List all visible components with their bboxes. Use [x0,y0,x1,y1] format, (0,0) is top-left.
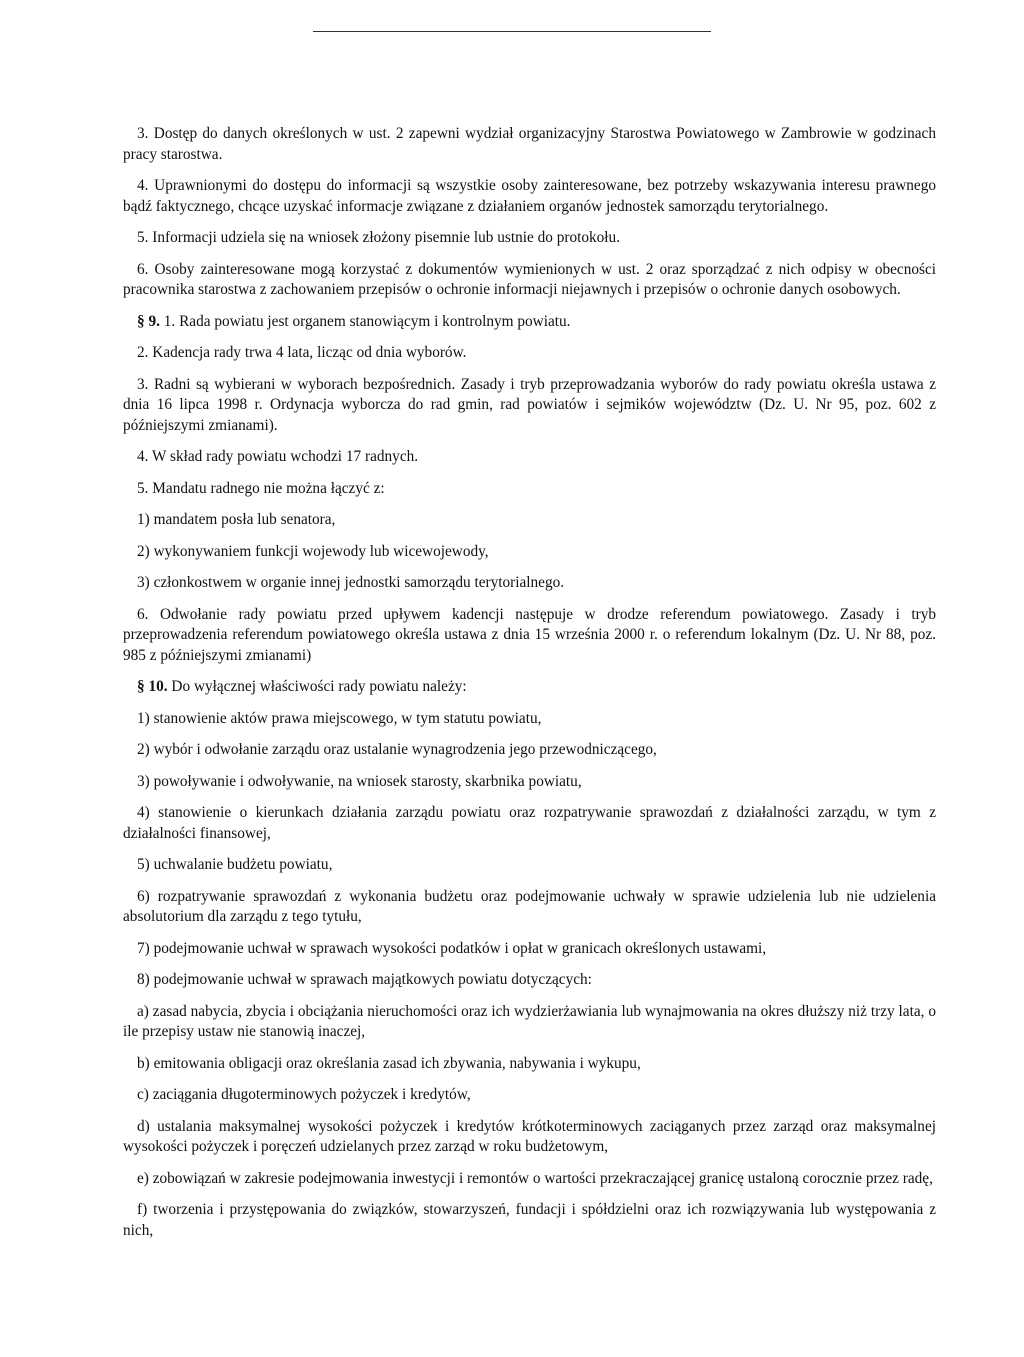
section-10-item: 8) podejmowanie uchwał w sprawach majątkowych powiatu dotyczących: [137,971,592,988]
section-10-subitem: b) emitowania obligacji oraz określania zasad ich zbywania, nabywania i wykupu, [137,1054,641,1072]
section-9-point-1: 1. Rada powiatu jest organem stanowiącym i kontrolnym powiatu. [159,312,571,330]
section-10-item: 2) wybór i odwołanie zarządu oraz ustalanie wynagrodzenia jego przewodniczącego, [137,741,657,758]
section-9-heading [123,312,936,333]
paragraph-6: 6. Osoby zainteresowane mogą korzystać z dokumentów wymienionych w ust. 2 oraz sporządzać z nich odpisy w obecności pracownika starostwa z zachowaniem przepisów o ochronie informacji niejawnych i przepisów o ochronie danych osobowych. [123,260,936,298]
section-9-point: 4. W skład rady powiatu wchodzi 17 radnych. [137,448,419,465]
section-9-list-item: 1) mandatem posła lub senatora, [137,511,336,528]
paragraph-3: 3. Dostęp do danych określonych w ust. 2 zapewni wydział organizacyjny Starostwa Powiatowego w Zambrowie w godzinach pracy starostwa. [123,125,936,163]
section-10-item: 4) stanowienie o kierunkach działania zarządu powiatu oraz rozpatrywanie sprawozdań z działalności zarządu, w tym z działalności finansowej, [123,804,936,842]
section-10-item: 1) stanowienie aktów prawa miejscowego, w tym statutu powiatu, [137,709,542,727]
section-10-subitem: e) zobowiązań w zakresie podejmowania inwestycji i remontów o wartości przekraczającej granicę ustaloną corocznie przez radę, [137,1169,933,1187]
section-10-heading [123,677,936,698]
paragraph-4: 4. Uprawnionymi do dostępu do informacji są wszystkie osoby zainteresowane, bez potrzeby wskazywania interesu prawnego bądź faktycznego, chcące uzyskać informacje związane z działaniem organów jednostek samorządu terytorialnego. [123,177,936,215]
section-9-list-item: 2) wykonywaniem funkcji wojewody lub wicewojewody, [137,542,489,560]
section-10-subitem: a) zasad nabycia, zbycia i obciążania nieruchomości oraz ich wydzierżawiania lub wynajmowania na okres dłuższy niż trzy lata, o ile przepisy ustaw nie stanowią inaczej, [123,1002,936,1040]
section-9-point: 5. Mandatu radnego nie można łączyć z: [137,479,385,497]
section-9-point: 3. Radni są wybierani w wyborach bezpośrednich. Zasady i tryb przeprowadzania wyborów do rady powiatu określa ustawa z dnia 16 lipca 1998 r. Ordynacja wyborcza do rad gmin, rad powiatów i sejmików województw (Dz. U. Nr 95, poz. 602 z późniejszymi zmianami). [123,375,936,434]
document-body [123,124,936,1252]
section-10-subitem: d) ustalania maksymalnej wysokości pożyczek i kredytów krótkoterminowych zaciąganych przez zarząd oraz maksymalnej wysokości pożyczek i poręczeń udzielanych przez zarząd w roku budżetowym, [123,1117,936,1155]
section-10-subitem: c) zaciągania długoterminowych pożyczek i kredytów, [137,1086,471,1103]
section-10-mark: § 10. [137,678,168,695]
section-9-point: 6. Odwołanie rady powiatu przed upływem kadencji następuje w drodze referendum powiatowego. Zasady i tryb przeprowadzenia referendum powiatowego określa ustawa z dnia 15 września 2000 r. o referendum lokalnym (Dz. U. Nr 88, poz. 985 z późniejszymi zmianami) [123,605,936,664]
section-9-point: 2. Kadencja rady trwa 4 lata, licząc od dnia wyborów. [137,344,467,361]
section-10-intro: Do wyłącznej właściwości rady powiatu należy: [167,678,467,695]
section-10-subitem: f) tworzenia i przystępowania do związków, stowarzyszeń, fundacji i spółdzielni oraz ich rozwiązywania lub występowania z nich, [123,1201,936,1239]
section-10-item: 6) rozpatrywanie sprawozdań z wykonania budżetu oraz podejmowanie uchwały w sprawie udzielenia lub nie udzielenia absolutorium dla zarządu z tego tytułu, [123,887,936,925]
section-10-item: 5) uchwalanie budżetu powiatu, [137,856,333,873]
section-9-mark: § 9. [137,312,160,330]
header-rule [313,31,711,32]
section-10-item: 3) powoływanie i odwoływanie, na wniosek starosty, skarbnika powiatu, [137,772,582,790]
section-9-list-item: 3) członkostwem w organie innej jednostki samorządu terytorialnego. [137,574,565,591]
paragraph-5: 5. Informacji udziela się na wniosek złożony pisemnie lub ustnie do protokołu. [137,229,621,246]
section-10-item: 7) podejmowanie uchwał w sprawach wysokości podatków i opłat w granicach określonych ustawami, [137,939,767,957]
